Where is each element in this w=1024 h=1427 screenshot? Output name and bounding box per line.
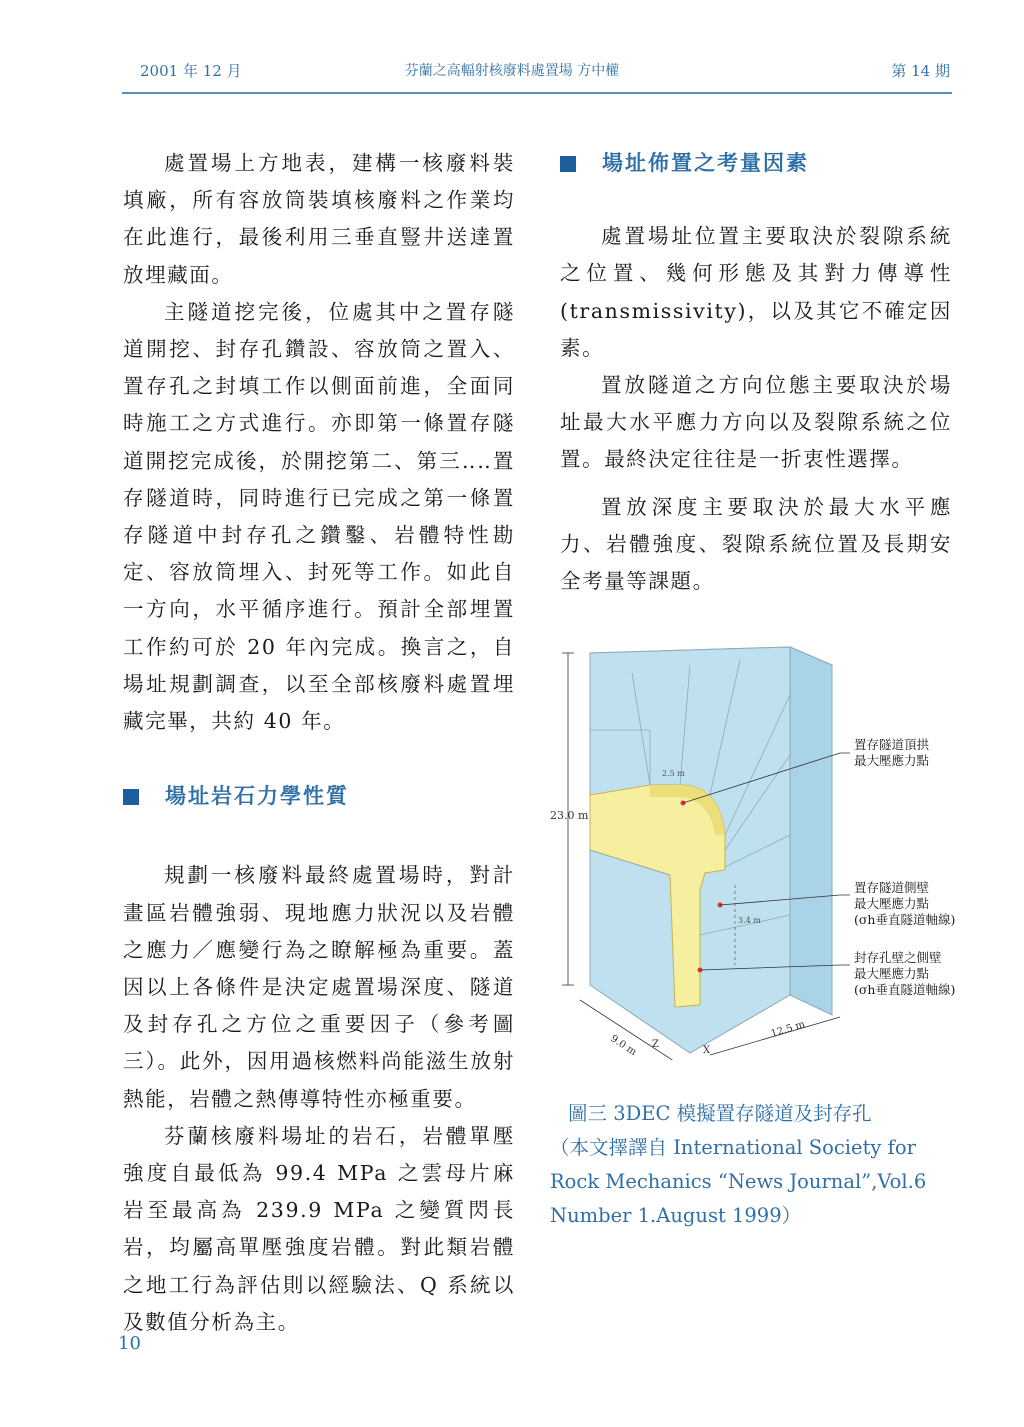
callout-3-line-1: 封存孔壁之側壁 bbox=[854, 950, 942, 965]
left-column bbox=[123, 145, 515, 1341]
paragraph: 芬蘭核廢料場址的岩石，岩體單壓強度自最低為 99.4 MPa 之雲母片麻岩至最高為 239.9 MPa 之變質閃長岩，均屬高單壓強度岩體。對此類岩體之地工行為評估則以經驗法、Q 系統以及數值分析為主。 bbox=[123, 1123, 515, 1334]
figure-3dec-model bbox=[540, 635, 980, 1060]
callout-2-line-1: 置存隧道側壁 bbox=[854, 880, 930, 895]
axis-x-label: X bbox=[703, 1045, 711, 1056]
callout-2-line-2: 最大壓應力點 bbox=[854, 896, 930, 911]
callout-1-line-1: 置存隧道頂拱 bbox=[854, 737, 930, 752]
caption-line-4: Number 1.August 1999） bbox=[550, 1204, 802, 1227]
paragraph: 置放隧道之方向位態主要取決於場址最大水平應力方向以及裂隙系統之位置。最終決定往往是一折衷性選擇。 bbox=[560, 373, 952, 472]
square-bullet-icon bbox=[123, 789, 139, 805]
paragraph: 規劃一核廢料最終處置場時，對計畫區岩體強弱、現地應力狀況以及岩體之應力／應變行為之瞭解極為重要。蓋因以上各條件是決定處置場深度、隧道及封存孔之方位之重要因子（參考圖三）。此外，因用過核燃料尚能滋生放射熱能，岩體之熱傳導特性亦極重要。 bbox=[123, 863, 515, 1111]
height-label: 23.0 m bbox=[550, 809, 589, 822]
square-bullet-icon bbox=[560, 156, 576, 172]
callout-3-line-2: 最大壓應力點 bbox=[854, 966, 930, 981]
axis-z-label: Z bbox=[652, 1039, 659, 1050]
paragraph: 置放深度主要取決於最大水平應力、岩體強度、裂隙系統位置及長期安全考量等課題。 bbox=[560, 494, 952, 594]
header-issue: 第 14 期 bbox=[891, 62, 950, 80]
section-heading-text: 場址岩石力學性質 bbox=[165, 784, 349, 809]
section-heading-rock-mechanics bbox=[123, 778, 515, 815]
header-date: 2001 年 12 月 bbox=[140, 62, 242, 80]
figure-caption bbox=[550, 1097, 970, 1233]
page-number: 10 bbox=[118, 1333, 141, 1354]
callout-2-line-3: (σh垂直隧道軸線) bbox=[854, 912, 956, 927]
caption-line-3: Rock Mechanics “News Journal”,Vol.6 bbox=[550, 1170, 927, 1193]
paragraph: 處置場址位置主要取決於裂隙系統之位置、幾何形態及其對力傳導性 (transmissivity)，以及其它不確定因素。 bbox=[560, 224, 952, 360]
caption-line-1: 圖三 3DEC 模擬置存隧道及封存孔 bbox=[568, 1102, 872, 1125]
depth-label: 9.0 m bbox=[608, 1033, 639, 1059]
paragraph: 處置場上方地表，建構一核廢料裝填廠，所有容放筒裝填核廢料之作業均在此進行，最後利用三垂直豎井送達置放埋藏面。 bbox=[123, 151, 515, 287]
callout-1-line-2: 最大壓應力點 bbox=[854, 753, 930, 768]
block-side-face bbox=[790, 647, 832, 1015]
section-heading-site-layout bbox=[560, 145, 952, 182]
inner-label-top: 2.5 m bbox=[662, 769, 685, 778]
caption-line-2: （本文擇譯自 International Society for bbox=[550, 1136, 916, 1159]
right-column bbox=[560, 145, 952, 600]
callout-3-line-3: (σh垂直隧道軸線) bbox=[854, 982, 956, 997]
section-heading-text: 場址佈置之考量因素 bbox=[602, 151, 809, 175]
width-label: 12.5 m bbox=[769, 1019, 807, 1040]
header-title: 芬蘭之高輻射核廢料處置場 方中權 bbox=[404, 63, 620, 79]
inner-label-mid: 3.4 m bbox=[738, 916, 761, 925]
paragraph: 主隧道挖完後，位處其中之置存隧道開挖、封存孔鑽設、容放筒之置入、置存孔之封填工作以側面前進，全面同時施工之方式進行。亦即第一條置存隧道開挖完成後，於開挖第二、第三‥‥置存隧道時，同時進行已完成之第一條置存隧道中封存孔之鑽鑿、岩體特性勘定、容放筒埋入、封死等工作。如此自一方向，水平循序進行。預計全部埋置工作約可於 20 年內完成。換言之，自場址規劃調查，以至全部核廢料處置埋藏完畢，共約 40 年。 bbox=[123, 299, 515, 734]
header-rule bbox=[122, 92, 952, 94]
